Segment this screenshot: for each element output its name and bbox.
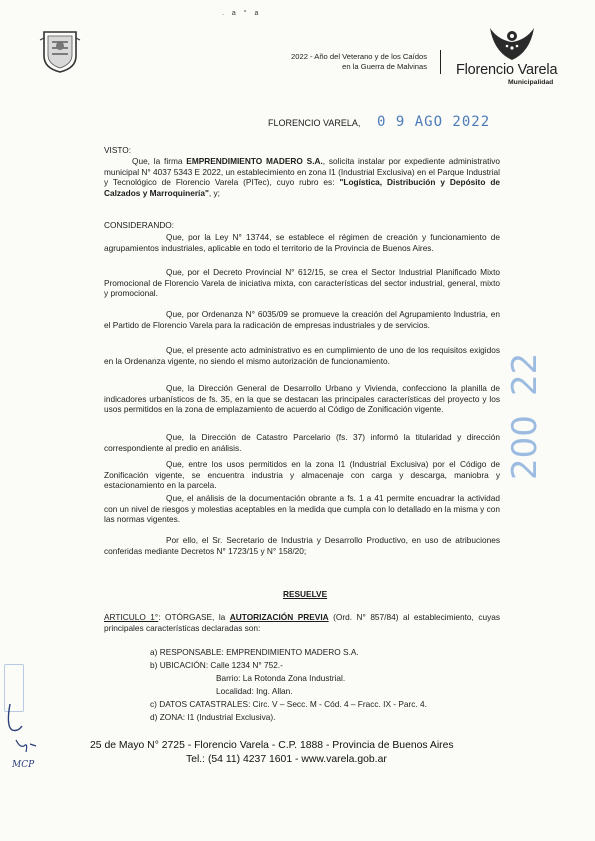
commemorative-motto: [227, 52, 427, 72]
characteristic-item: [216, 673, 345, 684]
item-value: Barrio: La Rotonda Zona Industrial.: [216, 673, 346, 683]
considerando-paragraph: Que, por el Decreto Provincial N° 612/15, se crea el Sector Industrial Planificado Mixto Promocional de Florencio Varela de iniciativa mixta, con características del sector industrial, general, mixto y promocional.: [104, 267, 500, 299]
article-label: ARTICULO 1°: [104, 612, 159, 622]
characteristic-item: [216, 686, 293, 697]
considerando-paragraph: Por ello, el Sr. Secretario de Industria y Desarrollo Productivo, en uso de atribuciones conferidas mediante Decretos N° 1723/15 y N° 158/20;: [104, 535, 500, 556]
item-value: Localidad: Ing. Allan.: [216, 686, 293, 696]
stamp-digits-bottom: 200: [505, 415, 545, 480]
item-prefix: d): [150, 712, 158, 722]
considerando-paragraph: Que, por Ordenanza N° 6035/09 se promueve la creación del Agrupamiento Industria, en el Partido de Florencio Varela para la radicación de empresas industriales y de servicios.: [104, 309, 500, 330]
visto-text-start: Que, la firma: [132, 156, 187, 166]
item-prefix: b): [150, 660, 158, 670]
item-prefix: c): [150, 699, 157, 709]
stamp-digits-top: 22: [505, 352, 545, 396]
item-prefix: a): [150, 647, 158, 657]
item-value: : Circ. V – Secc. M - Cód. 4 – Fracc. IX - Parc. 4.: [248, 699, 427, 709]
brand-name: Florencio Varela: [456, 62, 558, 78]
considerando-paragraph: Que, la Dirección General de Desarrollo Urbano y Vivienda, confecciono la planilla de indicadores urbanísticos de fs. 35, en la que se destacan las principales características del proyecto y los usos permitidos en la zona de emplazamiento de acuerdo al Código de Zonificación vigente.: [104, 383, 500, 415]
footer-address: 25 de Mayo N° 2725 - Florencio Varela - C.P. 1888 - Provincia de Buenos Aires: [90, 740, 454, 751]
visto-text-end: , y;: [208, 187, 220, 198]
considerando-heading: CONSIDERANDO:: [104, 220, 175, 230]
considerando-paragraph: Que, por la Ley N° 13744, se establece el régimen de creación y funcionamiento de agrupamientos industriales, aplicable en todo el territorio de la Provincia de Buenos Aires.: [104, 232, 500, 253]
document-place: FLORENCIO VARELA,: [268, 118, 361, 128]
file-number-stamp: [505, 348, 545, 518]
authorization-type: AUTORIZACIÓN PREVIA: [229, 612, 329, 622]
article-text-2: (Ord. N° 857/84) al establecimiento, cuyas principales características declaradas son:: [104, 612, 501, 633]
item-label: DATOS CATASTRALES: [159, 699, 249, 709]
item-label: UBICACIÓN: [159, 660, 206, 670]
considerando-paragraph: Que, la Dirección de Catastro Parcelario (fs. 37) informó la titularidad y dirección correspondiente al predio en análisis.: [104, 432, 500, 453]
header-divider: [440, 50, 441, 74]
header-marks: . a ° a: [222, 10, 262, 17]
activity-rubro: "Logística, Distribución y Depósito de Calzados y Marroquinería": [104, 177, 500, 198]
characteristic-item: [150, 712, 275, 723]
footer-contact: Tel.: (54 11) 4237 1601 - www.varela.gob.ar: [186, 754, 387, 765]
item-label: ZONA: [159, 712, 183, 722]
characteristic-item: [150, 647, 359, 658]
florencio-varela-logo-icon: [486, 26, 538, 62]
brand-subtitle: Municipalidad: [508, 79, 554, 86]
visto-paragraph: [104, 156, 500, 198]
item-value: : EMPRENDIMIENTO MADERO S.A.: [221, 647, 359, 657]
considerando-paragraph: Que, el análisis de la documentación obrante a fs. 1 a 41 permite encuadrar la actividad con un nivel de riesgos y molestias aceptables en la medida que cumpla con lo detallado en la misma y con las normas vigentes.: [104, 493, 500, 525]
visto-heading: VISTO:: [104, 145, 132, 155]
article-text-1: : OTÓRGASE, la: [158, 612, 230, 622]
item-value: : Calle 1234 N° 752.-: [205, 660, 283, 670]
company-name: EMPRENDIMIENTO MADERO S.A.: [186, 156, 323, 166]
item-label: RESPONSABLE: [159, 647, 222, 657]
article-1: [104, 612, 500, 633]
provincial-seal-icon: [38, 28, 82, 74]
motto-line-2: en la Guerra de Malvinas: [342, 62, 427, 71]
characteristic-item: [150, 699, 427, 710]
date-stamp: 0 9 AGO 2022: [377, 114, 491, 130]
margin-initials: MCP: [12, 760, 35, 770]
item-value: : I1 (Industrial Exclusiva).: [182, 712, 276, 722]
resuelve-heading: RESUELVE: [283, 589, 328, 599]
characteristic-item: [150, 660, 283, 671]
considerando-paragraph: Que, entre los usos permitidos en la zona I1 (Industrial Exclusiva) por el Código de Zonificación vigente, se encuentra industria y almacenaje con carga y descarga, maniobra y estacionamiento en la parcela.: [104, 459, 500, 491]
visto-text-mid: , solicita instalar por expediente administrativo municipal N° 4037 5343 E 2022, un establecimiento en zona I1 (Industrial Exclusiva) en el Parque Industrial y Tecnológico de Florencio Varela (PITec), cuyo rubro es:: [104, 156, 500, 188]
considerando-paragraph: Que, el presente acto administrativo es en cumplimiento de uno de los requisitos exigidos en la Ordenanza vigente, no siendo el mismo autorización de funcionamiento.: [104, 345, 500, 366]
motto-line-1: 2022 - Año del Veterano y de los Caídos: [291, 52, 427, 61]
